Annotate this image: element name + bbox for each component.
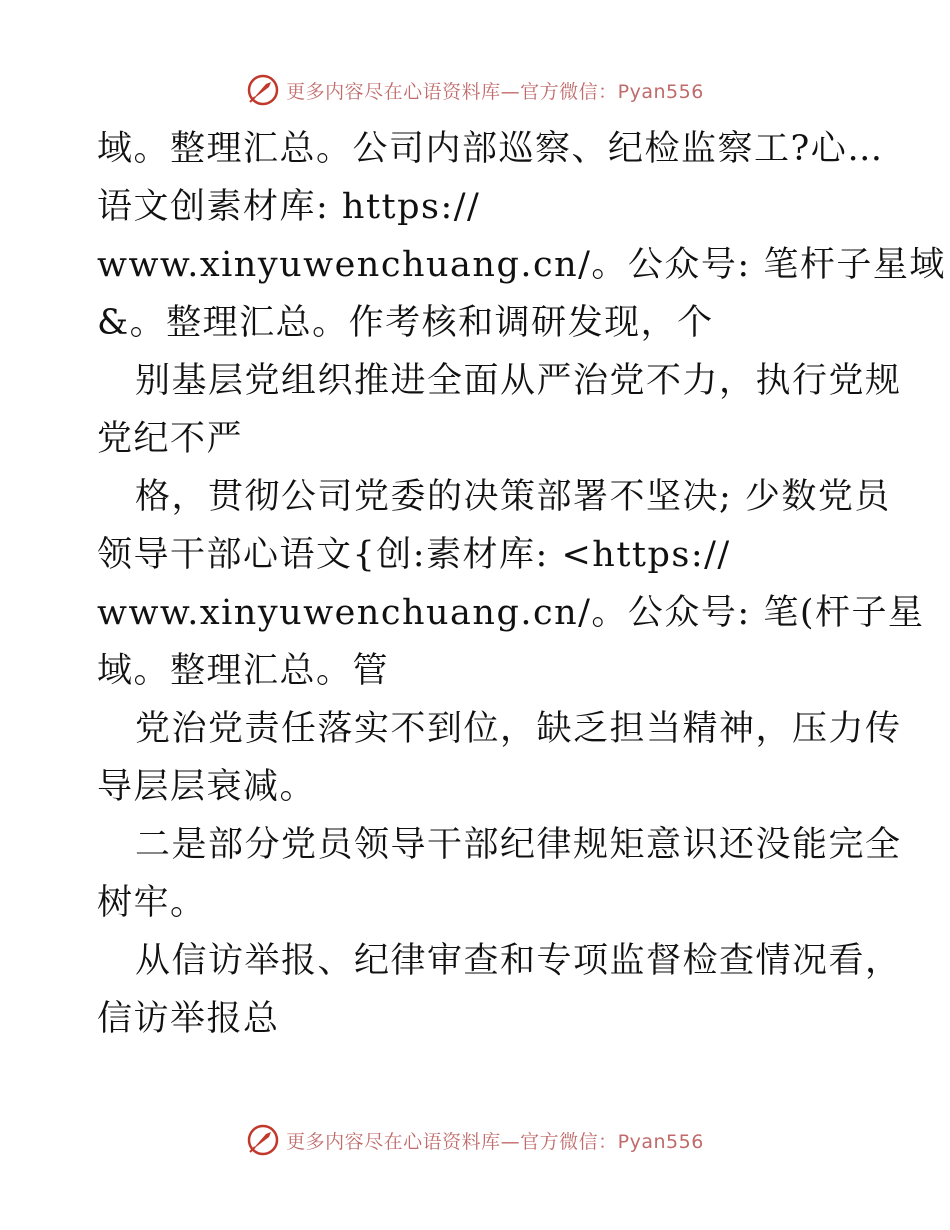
text-line: 域。整理汇总。管 <box>97 651 390 691</box>
text-line: 别基层党组织推进全面从严治党不力，执行党规 <box>135 361 902 401</box>
text-line: 党治党责任落实不到位，缺乏担当精神，压力传 <box>135 709 902 749</box>
text-line: 从信访举报、纪律审查和专项监督检查情况看， <box>135 941 902 981</box>
text-line: www.xinyuwenchuang.cn/。公众号: 笔(杆子星 <box>97 593 925 633</box>
text-line: www.xinyuwenchuang.cn/。公众号: 笔杆子星域 <box>97 245 946 285</box>
pen-nib-logo-icon <box>246 73 280 107</box>
text-line: 领导干部心语文{创:素材库: <https:// <box>97 535 731 575</box>
banner-text: 更多内容尽在心语资料库—官方微信：Pyan556 <box>286 80 704 103</box>
text-line: 二是部分党员领导干部纪律规矩意识还没能完全 <box>135 825 902 865</box>
footer-banner <box>0 1120 950 1160</box>
text-line: 语文创素材库: https:// <box>97 187 481 227</box>
text-line: 导层层衰减。 <box>97 767 317 807</box>
header-banner <box>0 70 950 110</box>
text-line: 格，贯彻公司党委的决策部署不坚决; 少数党员 <box>135 477 891 517</box>
banner-text: 更多内容尽在心语资料库—官方微信：Pyan556 <box>286 1130 704 1153</box>
text-line: 党纪不严 <box>97 419 244 459</box>
text-line: 信访举报总 <box>97 999 280 1039</box>
document-body <box>97 120 946 1048</box>
pen-nib-logo-icon <box>246 1123 280 1157</box>
text-line: 树牢。 <box>97 883 207 923</box>
text-line: 域。整理汇总。公司内部巡察、纪检监察工?心… <box>97 129 884 169</box>
text-line: &。整理汇总。作考核和调研发现，个 <box>97 303 714 343</box>
